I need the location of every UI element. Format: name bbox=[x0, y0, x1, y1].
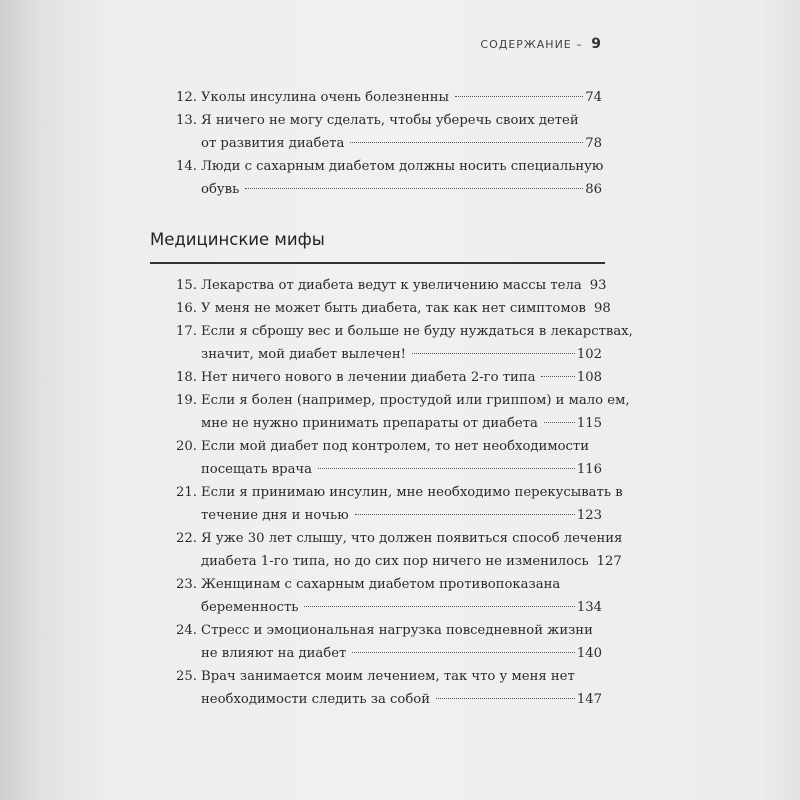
entry-page-number: 134 bbox=[576, 600, 602, 615]
toc-entry-line bbox=[176, 389, 630, 412]
toc-entry bbox=[176, 619, 602, 665]
entry-title: Стресс и эмоциональная нагрузка повседневной жизни bbox=[201, 623, 593, 638]
toc-entry-line bbox=[176, 132, 602, 155]
toc-entry bbox=[176, 109, 602, 155]
entry-number: 24. bbox=[176, 623, 197, 638]
toc-entry-line bbox=[176, 320, 633, 343]
toc-entry bbox=[176, 366, 602, 389]
section-heading: Медицинские мифы bbox=[150, 230, 325, 249]
entry-title: Если мой диабет под контролем, то нет необходимости bbox=[201, 439, 590, 454]
toc-entry-line bbox=[176, 412, 602, 435]
dot-leader bbox=[436, 698, 575, 699]
header-separator: – bbox=[576, 38, 583, 51]
toc-entry-line bbox=[176, 343, 602, 366]
entry-number: 19. bbox=[176, 393, 197, 408]
entry-number: 20. bbox=[176, 439, 197, 454]
toc-entry-line bbox=[176, 481, 623, 504]
heading-rule bbox=[150, 262, 605, 264]
toc-entry-line bbox=[176, 504, 602, 527]
entry-title: необходимости следить за собой bbox=[201, 692, 431, 707]
entry-title: от развития диабета bbox=[201, 136, 345, 151]
entry-page-number: 115 bbox=[576, 416, 602, 431]
entry-number: 18. bbox=[176, 370, 197, 385]
toc-entry-line bbox=[176, 178, 602, 201]
toc-entry-line bbox=[176, 573, 602, 596]
entry-number: 12. bbox=[176, 90, 197, 105]
entry-title: течение дня и ночью bbox=[201, 508, 349, 523]
dot-leader bbox=[541, 376, 574, 377]
entry-title: беременность bbox=[201, 600, 299, 615]
toc-entry-line bbox=[176, 688, 602, 711]
entry-title: Я уже 30 лет слышу, что должен появиться способ лечения bbox=[201, 531, 623, 546]
toc-entry-line bbox=[176, 619, 602, 642]
entry-page-number: 86 bbox=[585, 182, 602, 197]
entry-title: мне не нужно принимать препараты от диабета bbox=[201, 416, 538, 431]
toc-entry-line bbox=[176, 109, 602, 132]
toc-entry bbox=[176, 481, 623, 527]
dot-leader bbox=[355, 514, 575, 515]
toc-entry-line bbox=[176, 86, 602, 109]
toc-entry bbox=[176, 297, 611, 320]
toc-entry-line bbox=[176, 550, 622, 573]
entry-title: Женщинам с сахарным диабетом противопоказана bbox=[201, 577, 561, 592]
toc-entry-line bbox=[176, 596, 602, 619]
entry-page-number: 98 bbox=[593, 301, 611, 316]
toc-entry bbox=[176, 389, 630, 435]
entry-number: 23. bbox=[176, 577, 197, 592]
entry-number: 16. bbox=[176, 301, 197, 316]
entry-title: значит, мой диабет вылечен! bbox=[201, 347, 406, 362]
toc-entry-line bbox=[176, 366, 602, 389]
toc-entry bbox=[176, 435, 602, 481]
entry-title: посещать врача bbox=[201, 462, 313, 477]
entry-number: 14. bbox=[176, 159, 197, 174]
entry-number: 21. bbox=[176, 485, 197, 500]
toc-entry-line bbox=[176, 665, 602, 688]
entry-page-number: 127 bbox=[596, 554, 622, 569]
toc-entry bbox=[176, 527, 623, 573]
entry-page-number: 102 bbox=[576, 347, 602, 362]
toc-entry-line bbox=[176, 458, 602, 481]
toc-entry bbox=[176, 155, 602, 201]
entry-title: Лекарства от диабета ведут к увеличению массы тела bbox=[201, 278, 582, 293]
entry-page-number: 93 bbox=[589, 278, 607, 293]
entry-page-number: 78 bbox=[585, 136, 602, 151]
toc-entry-line bbox=[176, 274, 607, 297]
toc-entry bbox=[176, 665, 602, 711]
entry-title: Если я болен (например, простудой или гриппом) и мало ем, bbox=[201, 393, 630, 408]
dot-leader bbox=[455, 96, 583, 97]
toc-entry bbox=[176, 274, 607, 297]
dot-leader bbox=[412, 353, 575, 354]
toc-entry bbox=[176, 320, 633, 366]
dot-leader bbox=[245, 188, 583, 189]
entry-title: Нет ничего нового в лечении диабета 2-го типа bbox=[201, 370, 536, 385]
entry-title: Уколы инсулина очень болезненны bbox=[201, 90, 450, 105]
running-header bbox=[480, 36, 602, 52]
entry-number: 15. bbox=[176, 278, 197, 293]
entry-title: Люди с сахарным диабетом должны носить специальную bbox=[201, 159, 604, 174]
entry-title: диабета 1-го типа, но до сих пор ничего не изменилось bbox=[201, 554, 589, 569]
dot-leader bbox=[544, 422, 575, 423]
dot-leader bbox=[350, 142, 583, 143]
entry-page-number: 74 bbox=[585, 90, 602, 105]
toc-entry-line bbox=[176, 297, 611, 320]
dot-leader bbox=[352, 652, 575, 653]
entry-title: Я ничего не могу сделать, чтобы уберечь своих детей bbox=[201, 113, 579, 128]
dot-leader bbox=[304, 606, 574, 607]
entry-title: обувь bbox=[201, 182, 240, 197]
dot-leader bbox=[318, 468, 575, 469]
entry-page-number: 140 bbox=[576, 646, 602, 661]
entry-page-number: 108 bbox=[576, 370, 602, 385]
entry-number: 25. bbox=[176, 669, 197, 684]
toc-entry-line bbox=[176, 527, 623, 550]
entry-page-number: 116 bbox=[576, 462, 602, 477]
entry-number: 13. bbox=[176, 113, 197, 128]
toc-entry bbox=[176, 86, 602, 109]
toc-entry-line bbox=[176, 435, 602, 458]
toc-group-2 bbox=[176, 274, 633, 711]
toc-group-1 bbox=[176, 86, 602, 201]
header-section: СОДЕРЖАНИЕ bbox=[480, 38, 572, 51]
toc-entry-line bbox=[176, 642, 602, 665]
entry-title: Врач занимается моим лечением, так что у меня нет bbox=[201, 669, 575, 684]
entry-number: 17. bbox=[176, 324, 197, 339]
toc-entry bbox=[176, 573, 602, 619]
toc-entry-line bbox=[176, 155, 602, 178]
entry-title: Если я принимаю инсулин, мне необходимо перекусывать в bbox=[201, 485, 623, 500]
entry-title: не влияют на диабет bbox=[201, 646, 347, 661]
entry-title: У меня не может быть диабета, так как нет симптомов bbox=[201, 301, 586, 316]
header-page-number: 9 bbox=[591, 36, 602, 52]
entry-number: 22. bbox=[176, 531, 197, 546]
entry-title: Если я сброшу вес и больше не буду нуждаться в лекарствах, bbox=[201, 324, 633, 339]
entry-page-number: 123 bbox=[576, 508, 602, 523]
entry-page-number: 147 bbox=[576, 692, 602, 707]
